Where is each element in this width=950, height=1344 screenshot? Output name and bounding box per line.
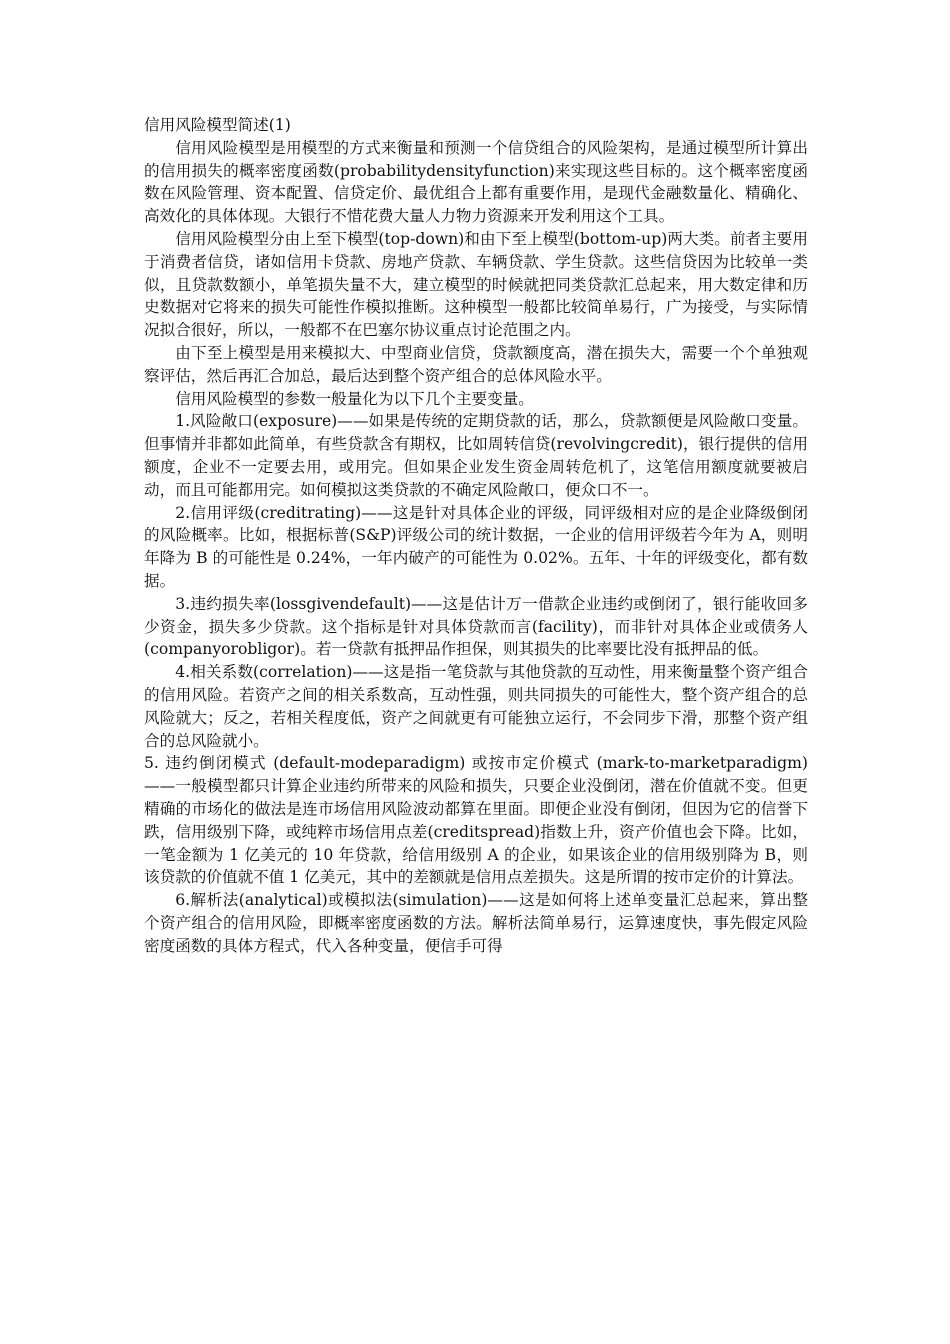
paragraph-paradigm: 5. 违约倒闭模式 (default-modeparadigm) 或按市定价模式 (mark-to-marketparadigm)——一般模型都只计算企业违约所带来的风险和损失，只要企业没倒闭，潜在价值就不变。但更精确的市场化的做法是连市场信用风险波动都算在里面。即便企业没有倒闭，但因为它的信誉下跌，信用级别下降，或纯粹市场信用点差(creditspread)指数上升，资产价值也会下降。比如，一笔金额为 1 亿美元的 10 年贷款，给信用级别 A 的企业，如果该企业的信用级别降为 B，则该贷款的价值就不值 1 亿美元，其中的差额就是信用点差损失。这是所谓的按市定价的计算法。 — [144, 754, 808, 887]
paragraph-correlation: 4.相关系数(correlation)——这是指一笔贷款与其他贷款的互动性，用来衡量整个资产组合的信用风险。若资产之间的相关系数高，互动性强，则共同损失的可能性大，整个资产组合的总风险就大；反之，若相关程度低，资产之间就更有可能独立运行，不会同步下滑，那整个资产组合的总风险就小。 — [144, 663, 808, 750]
document-title: 信用风险模型简述(1) — [144, 116, 291, 134]
paragraph-model-types: 信用风险模型分由上至下模型(top-down)和由下至上模型(bottom-up)两大类。前者主要用于消费者信贷，诸如信用卡贷款、房地产贷款、车辆贷款、学生贷款。这些信贷因为比较单一类似，且贷款数额小，单笔损失量不大，建立模型的时候就把同类贷款汇总起来，用大数定律和历史数据对它将来的损失可能性作模拟推断。这种模型一般都比较简单易行，广为接受，与实际情况拟合很好，所以，一般都不在巴塞尔协议重点讨论范围之内。 — [144, 229, 808, 340]
document-page — [144, 114, 808, 957]
paragraph-credit-rating: 2.信用评级(creditrating)——这是针对具体企业的评级，同评级相对应的是企业降级倒闭的风险概率。比如，根据标普(S&P)评级公司的统计数据，一企业的信用评级若今年为 A，则明年降为 B 的可能性是 0.24%，一年内破产的可能性为 0.02%。五年、十年的评级变化，都有数据。 — [144, 503, 808, 590]
paragraph-loss-given-default: 3.违约损失率(lossgivendefault)——这是估计万一借款企业违约或倒闭了，银行能收回多少资金，损失多少贷款。这个指标是针对具体贷款而言(facility)，而非针对具体企业或债务人(companyorobligor)。若一贷款有抵押品作担保，则其损失的比率要比没有抵押品的低。 — [144, 594, 808, 659]
paragraph-analytical-simulation: 6.解析法(analytical)或模拟法(simulation)——这是如何将上述单变量汇总起来，算出整个资产组合的信用风险，即概率密度函数的方法。解析法简单易行，运算速度快，事先假定风险密度函数的具体方程式，代入各种变量，便信手可得 — [144, 891, 808, 955]
paragraph-bottom-up: 由下至上模型是用来模拟大、中型商业信贷，贷款额度高，潜在损失大，需要一个个单独观察评估，然后再汇合加总，最后达到整个资产组合的总体风险水平。 — [144, 343, 808, 385]
paragraph-parameters: 信用风险模型的参数一般量化为以下几个主要变量。 — [175, 389, 534, 408]
paragraph-intro: 信用风险模型是用模型的方式来衡量和预测一个信贷组合的风险架构，是通过模型所计算出的信用损失的概率密度函数(probabilitydensityfunction)来实现这些目标的。这个概率密度函数在风险管理、资本配置、信贷定价、最优组合上都有重要作用，是现代金融数量化、精确化、高效化的具体体现。大银行不惜花费大量人力物力资源来开发利用这个工具。 — [144, 138, 808, 226]
paragraph-exposure: 1.风险敞口(exposure)——如果是传统的定期贷款的话，那么，贷款额便是风险敞口变量。但事情并非都如此简单，有些贷款含有期权，比如周转信贷(revolvingcredit)，银行提供的信用额度，企业不一定要去用，或用完。但如果企业发生资金周转危机了，这笔信用额度就要被启动，而且可能都用完。如何模拟这类贷款的不确定风险敞口，便众口不一。 — [144, 412, 808, 499]
